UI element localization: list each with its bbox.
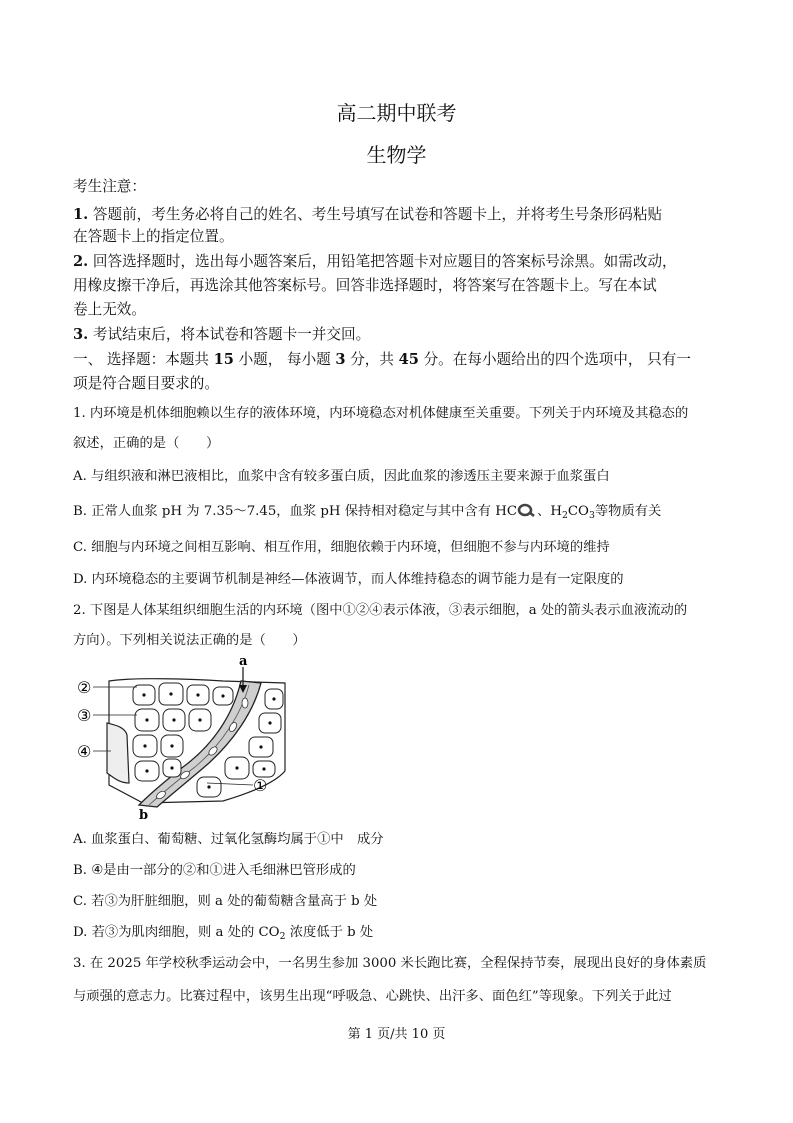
q2-option-d-end: 浓度低于 b 处 xyxy=(285,925,374,940)
q2-option-d-text: D. 若③为肌肉细胞，则 a 处的 CO xyxy=(73,925,280,940)
q2-option-c: C. 若③为肝脏细胞，则 a 处的葡萄糖含量高于 b 处 xyxy=(73,894,378,909)
q3-stem-line2: 与顽强的意志力。比赛过程中，该男生出现“呼吸急、心跳快、出汗多、面色红”等现象。下列关于此过 xyxy=(73,989,672,1004)
q1-stem-line2: 叙述，正确的是（ ） xyxy=(73,436,220,451)
q1-stem-line1: 1. 内环境是机体细胞赖以生存的液体环境，内环境稳态对机体健康至关重要。下列关于内环境及其稳态的 xyxy=(73,406,689,421)
notice-item-1-text: 答题前，考生务必将自己的姓名、考生号填写在试卷和答题卡上，并将考生号条形码粘贴 xyxy=(92,206,663,223)
q1-option-b-end: 等物质有关 xyxy=(594,504,662,519)
notice-item-1-cont: 在答题卡上的指定位置。 xyxy=(73,228,234,245)
q1-option-d: D. 内环境稳态的主要调节机制是神经—体液调节，而人体维持稳态的调节能力是有一定限度的 xyxy=(73,572,624,587)
q2-option-d xyxy=(73,921,728,942)
section-1-text-c: 分，共 xyxy=(345,351,399,368)
hco3-symbol-icon xyxy=(517,503,537,517)
exam-subject: 生物学 xyxy=(366,143,427,167)
section-1-heading-cont: 项是符合题目要求的。 xyxy=(73,375,219,392)
section-1-total: 45 xyxy=(398,351,419,368)
q1-option-b-sub1: 2 xyxy=(561,510,568,521)
section-1-text-b: 小题， 每小题 xyxy=(233,351,336,368)
q1-option-c: C. 细胞与内环境之间相互影响、相互作用，细胞依赖于内环境，但细胞不参与内环境的维持 xyxy=(73,540,610,555)
notice-item-3-text: 考试结束后，将本试卷和答题卡一并交回。 xyxy=(92,326,371,343)
page-footer: 第 1 页/共 10 页 xyxy=(347,1027,446,1042)
label-a: a xyxy=(239,655,248,669)
notice-item-2 xyxy=(73,250,728,271)
q3-stem-line1: 3. 在 2025 年学校秋季运动会中，一名男生参加 3000 米长跑比赛，全程保持节奏，展现出良好的身体素质 xyxy=(73,956,707,971)
q2-option-b: B. ④是由一部分的②和①进入毛细淋巴管形成的 xyxy=(73,863,356,878)
q1-option-b-h: 、H xyxy=(537,504,562,519)
notice-item-2-cont2: 卷上无效。 xyxy=(73,301,146,318)
label-3: ③ xyxy=(77,706,92,725)
q2-option-a: A. 血浆蛋白、葡萄糖、过氧化氢酶均属于①中 成分 xyxy=(73,832,384,847)
section-1-text-a: 一、 选择题：本题共 xyxy=(73,351,214,368)
lymph-vessel xyxy=(107,723,129,783)
q1-option-a: A. 与组织液和淋巴液相比，血浆中含有较多蛋白质，因此血浆的渗透压主要来源于血浆蛋白 xyxy=(73,469,610,484)
notice-item-2-cont1: 用橡皮擦干净后，再选涂其他答案标号。回答非选择题时，将答案写在答题卡上。写在本试 xyxy=(73,277,657,294)
q1-option-b xyxy=(73,500,728,521)
notice-item-2-number: 2. xyxy=(73,253,89,270)
q1-option-b-text: B. 正常人血浆 pH 为 7.35～7.45，血浆 pH 保持相对稳定与其中含有 HC xyxy=(73,504,518,519)
q1-option-b-co: CO xyxy=(567,504,589,519)
notice-item-1 xyxy=(73,203,728,224)
notice-item-3-number: 3. xyxy=(73,326,89,343)
q2-stem-line2: 方向）。下列相关说法正确的是（ ） xyxy=(73,633,306,648)
section-1-heading xyxy=(73,348,728,369)
label-1: ① xyxy=(253,776,268,795)
section-1-count: 15 xyxy=(213,351,234,368)
tissue-diagram xyxy=(73,655,293,823)
exam-title: 高二期中联考 xyxy=(336,101,457,125)
label-2: ② xyxy=(77,678,92,697)
label-b: b xyxy=(139,808,149,823)
notice-item-1-number: 1. xyxy=(73,206,89,223)
q2-stem-line1: 2. 下图是人体某组织细胞生活的内环境（图中①②④表示体液，③表示细胞，a 处的箭头表示血液流动的 xyxy=(73,603,688,618)
section-1-points: 3 xyxy=(335,351,346,368)
q2-option-d-sub: 2 xyxy=(279,931,286,942)
label-4: ④ xyxy=(77,742,92,761)
notice-item-3 xyxy=(73,323,728,344)
q1-option-b-sub2: 3 xyxy=(588,510,595,521)
notice-item-2-text: 回答选择题时，选出每小题答案后，用铅笔把答题卡对应题目的答案标号涂黑。如需改动， xyxy=(92,253,677,270)
section-1-text-d: 分。在每小题给出的四个选项中， 只有一 xyxy=(418,351,691,368)
notice-heading: 考生注意： xyxy=(73,178,146,195)
